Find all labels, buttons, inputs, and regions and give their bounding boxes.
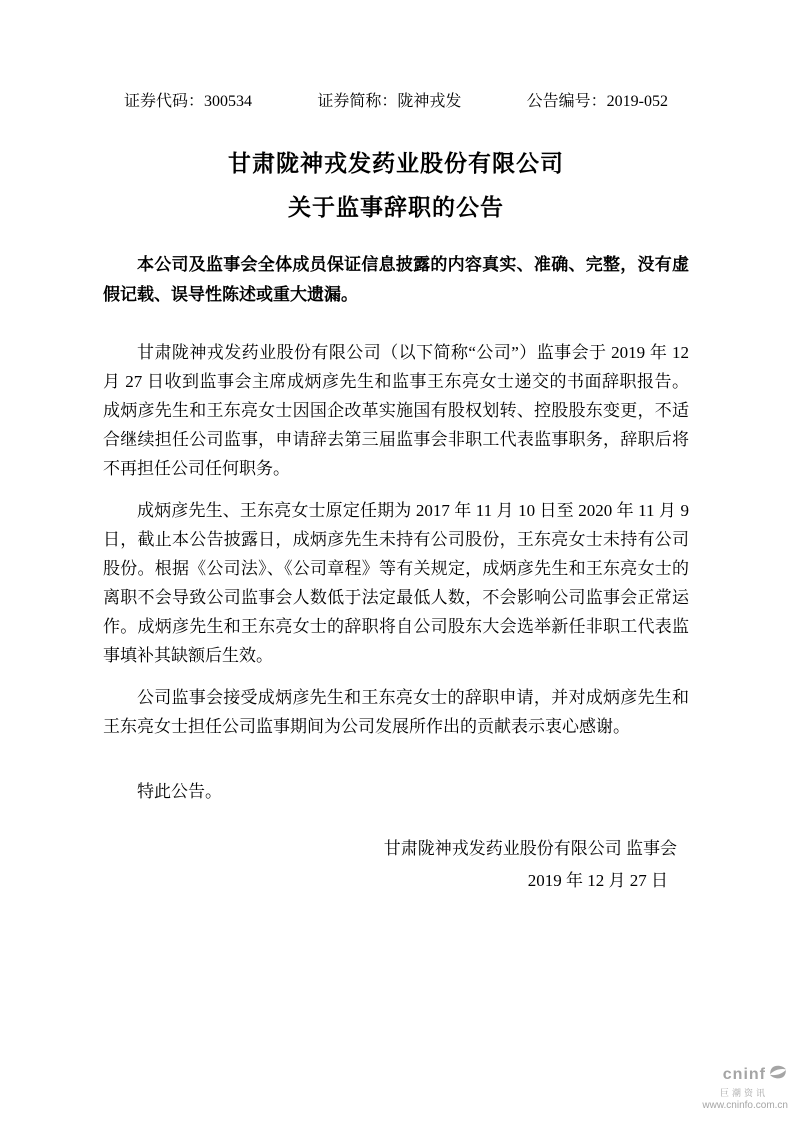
cninfo-watermark: [702, 1062, 788, 1112]
body-paragraph-1: 甘肃陇神戎发药业股份有限公司（以下简称“公司”）监事会于 2019 年 12 月 27 日收到监事会主席成炳彦先生和监事王东亮女士递交的书面辞职报告。成炳彦先生和王东亮女士因国企改革实施国有股权划转、控股股东变更，不适合继续担任公司监事，申请辞去第三届监事会非职工代表监事职务，辞职后将不再担任公司任何职务。: [103, 343, 689, 478]
declaration-paragraph: 本公司及监事会全体成员保证信息披露的内容真实、准确、完整，没有虚假记载、误导性陈述或重大遗漏。: [103, 255, 689, 304]
signature-company: 甘肃陇神戎发药业股份有限公司 监事会: [383, 839, 677, 858]
body-paragraph-3: 公司监事会接受成炳彦先生和王东亮女士的辞职申请，并对成炳彦先生和王东亮女士担任公司监事期间为公司发展所作出的贡献表示衷心感谢。: [103, 688, 689, 736]
cninfo-brand-row: [723, 1062, 788, 1087]
closing-statement: 特此公告。: [137, 782, 222, 801]
signature-date: 2019 年 12 月 27 日: [527, 871, 668, 890]
announcement-number: 公告编号：2019-052: [526, 93, 668, 110]
stock-name: 证券简称：陇神戎发: [317, 93, 462, 110]
document-header: [103, 92, 689, 111]
cninfo-site-name: 巨潮资讯: [719, 1088, 768, 1098]
signature-block: [103, 834, 689, 895]
stock-code: 证券代码：300534: [124, 93, 253, 110]
cninfo-url: www.cninfo.com.cn: [702, 1100, 788, 1111]
announcement-title: 关于监事辞职的公告: [288, 195, 504, 220]
cninfo-swirl-icon: [768, 1062, 788, 1087]
body-paragraph-2: 成炳彦先生、王东亮女士原定任期为 2017 年 11 月 10 日至 2020 年 11 月 9 日，截止本公告披露日，成炳彦先生未持有公司股份，王东亮女士未持有公司股份。根据《公司法》、《公司章程》等有关规定，成炳彦先生和王东亮女士的离职不会导致公司监事会人数低于法定最低人数，不会影响公司监事会正常运作。成炳彦先生和王东亮女士的辞职将自公司股东大会选举新任非职工代表监事填补其缺额后生效。: [103, 501, 689, 665]
cninfo-brand-text: cninf: [722, 1065, 766, 1083]
company-name-title: 甘肃陇神戎发药业股份有限公司: [228, 151, 564, 176]
